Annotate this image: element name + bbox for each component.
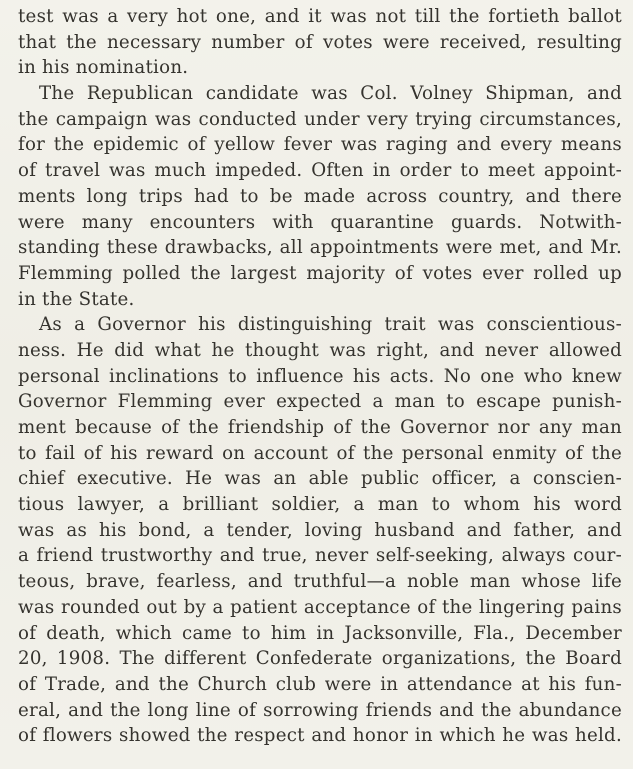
text-line: of Trade, and the Church club were in attendance at his fun-	[18, 673, 622, 695]
text-line: Governor Flemming ever expected a man to escape punish-	[18, 391, 622, 413]
text-line: of death, which came to him in Jacksonville, Fla., December	[18, 622, 622, 644]
text-line: in the State.	[18, 288, 135, 310]
text-line: for the epidemic of yellow fever was raging and every means	[18, 134, 622, 156]
text-line: to fail of his reward on account of the personal enmity of the	[18, 442, 622, 464]
text-line: in his nomination.	[18, 57, 189, 79]
text-line: As a Governor his distinguishing trait was conscientious-	[39, 314, 622, 336]
text-line: a friend trustworthy and true, never self-seeking, always cour-	[18, 545, 622, 567]
body-text	[18, 4, 622, 749]
text-line: that the necessary number of votes were received, resulting	[18, 31, 622, 53]
text-line: of travel was much impeded. Often in order to meet appoint-	[18, 160, 622, 182]
text-line: chief executive. He was an able public officer, a conscien-	[18, 468, 622, 490]
text-line: personal inclinations to influence his acts. No one who knew	[18, 365, 622, 387]
text-line: The Republican candidate was Col. Volney Shipman, and	[39, 83, 622, 105]
text-line: was as his bond, a tender, loving husband and father, and	[18, 519, 622, 541]
text-line: ment because of the friendship of the Governor nor any man	[18, 417, 622, 438]
text-line: eral, and the long line of sorrowing friends and the abundance	[18, 699, 622, 721]
text-line: Flemming polled the largest majority of votes ever rolled up	[18, 262, 622, 284]
text-line: teous, brave, fearless, and truthful—a noble man whose life	[18, 571, 622, 593]
text-line: test was a very hot one, and it was not till the fortieth ballot	[18, 6, 622, 27]
text-line: the campaign was conducted under very trying circumstances,	[18, 108, 622, 130]
text-line: ness. He did what he thought was right, and never allowed	[18, 339, 622, 361]
text-line: ments long trips had to be made across country, and there	[18, 185, 622, 207]
text-line: standing these drawbacks, all appointments were met, and Mr.	[18, 237, 622, 259]
text-line: tious lawyer, a brilliant soldier, a man to whom his word	[18, 494, 622, 516]
text-line: 20, 1908. The different Confederate organizations, the Board	[18, 648, 622, 670]
text-line: of flowers showed the respect and honor in which he was held.	[18, 725, 622, 747]
text-line: was rounded out by a patient acceptance of the lingering pains	[18, 596, 622, 618]
text-line: were many encounters with quarantine guards. Notwith-	[18, 211, 622, 233]
